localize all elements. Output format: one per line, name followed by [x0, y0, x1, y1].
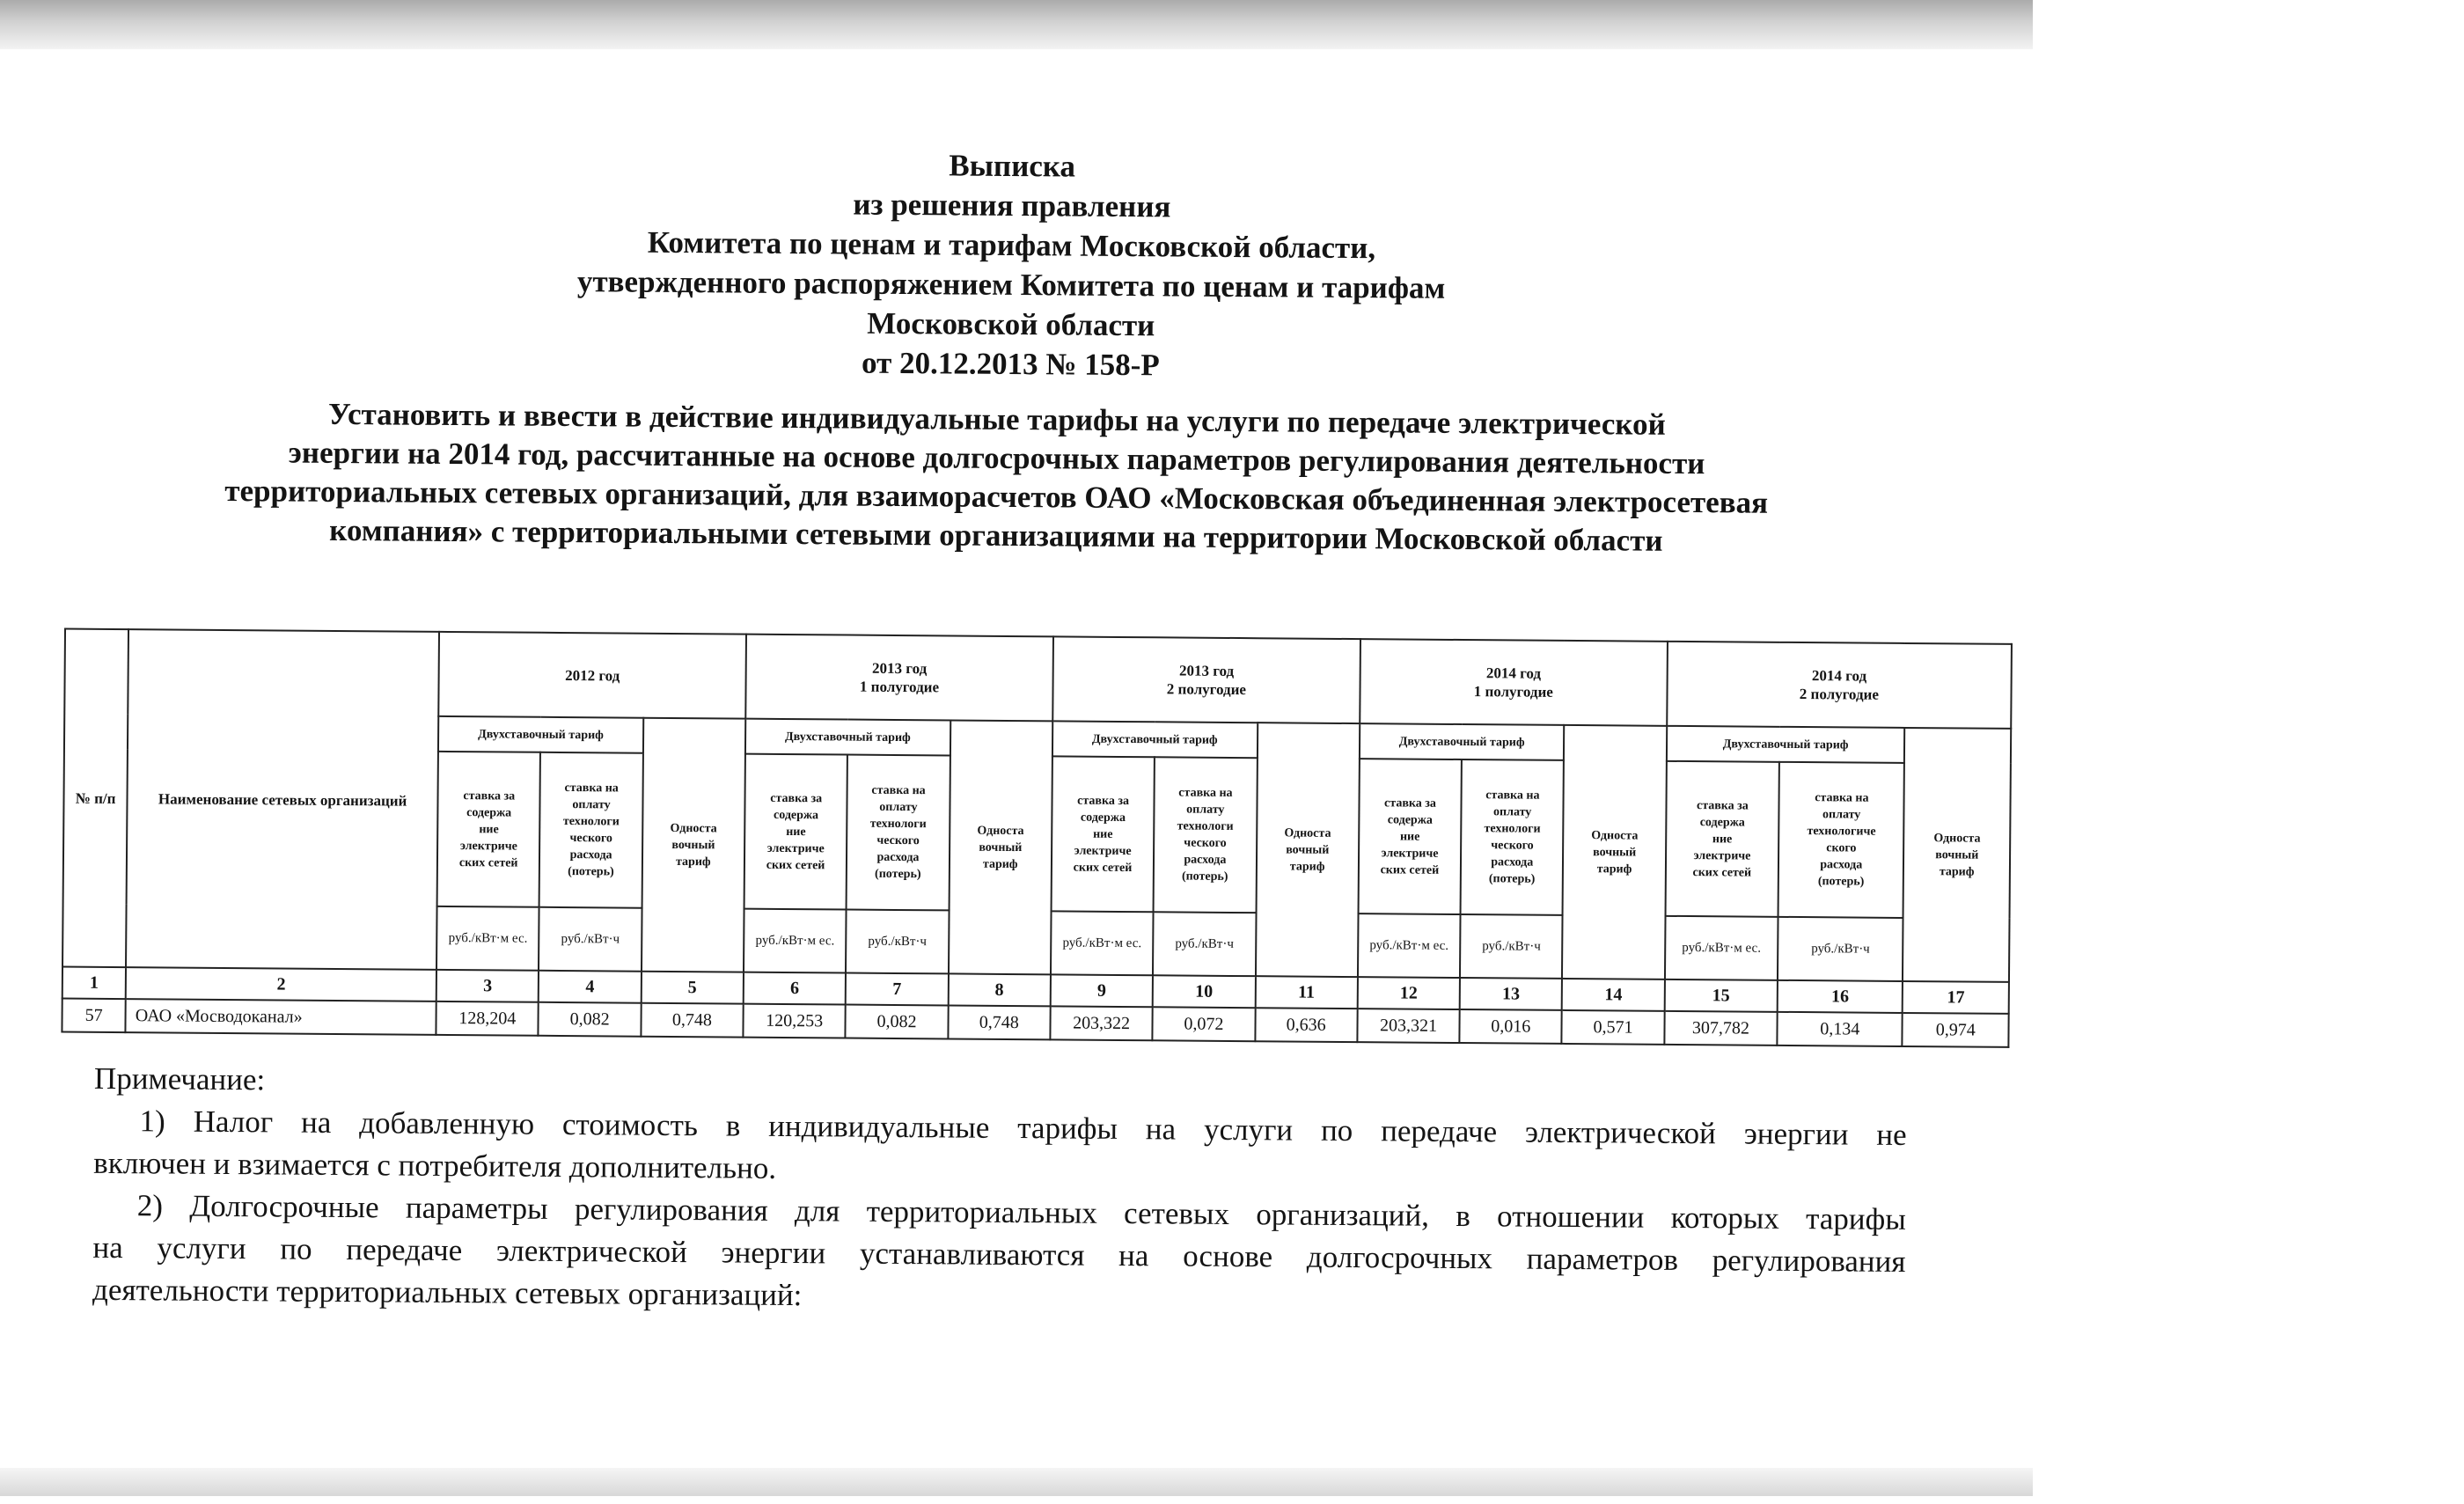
tariff-value: 128,204: [436, 1001, 539, 1036]
unit-cell: руб./кВт·м ес.: [1051, 911, 1154, 975]
rate-content-header: ставка за содержа ние электриче ских сетей: [1358, 759, 1462, 914]
column-number: 11: [1255, 976, 1358, 1009]
column-number: 3: [436, 970, 539, 1002]
column-number: 9: [1051, 974, 1154, 1007]
unit-cell: руб./кВт·м ес.: [744, 909, 847, 973]
decision-text: [116, 393, 1877, 562]
unit-cell: руб./кВт·м ес.: [436, 906, 539, 971]
header-line: утвержденного распоряжением Комитета по ценам и тарифам: [576, 264, 1446, 305]
tariff-value: 203,321: [1357, 1009, 1460, 1043]
one-part-tariff-header: Односта вочный тариф: [1562, 725, 1667, 979]
column-number: 2: [126, 967, 436, 1001]
column-number: 8: [948, 973, 1051, 1006]
tariff-value: 0,748: [641, 1003, 744, 1038]
row-number: 57: [62, 999, 125, 1033]
period-half: 2 полугодие: [1166, 680, 1247, 699]
tariff-value: 0,974: [1903, 1013, 2009, 1047]
rate-content-header: ставка за содержа ние электриче ских сетей: [1051, 756, 1155, 912]
rate-content-header: ставка за содержа ние электриче ских сетей: [1665, 761, 1779, 917]
two-part-tariff-header: Двухставочный тариф: [1667, 726, 1905, 763]
column-number: 17: [1903, 981, 2009, 1014]
tariff-value: 0,636: [1255, 1008, 1358, 1042]
two-part-tariff-header: Двухставочный тариф: [438, 716, 643, 753]
rate-loss-header: ставка на оплату технологи ческого расхода (потерь): [847, 755, 950, 911]
tariff-value: 0,571: [1562, 1010, 1665, 1045]
tariff-value: 120,253: [743, 1004, 846, 1038]
tariff-value: 0,134: [1777, 1012, 1903, 1046]
period-year: 2013 год: [1178, 662, 1235, 679]
tariff-value: 0,072: [1153, 1007, 1256, 1041]
tariff-value: 0,082: [539, 1002, 642, 1037]
rate-loss-header: ставка на оплату технологиче ского расхода (потерь): [1778, 762, 1905, 918]
column-number: 14: [1562, 979, 1665, 1011]
rate-content-header: ставка за содержа ние электриче ских сетей: [744, 754, 848, 910]
tariff-value: 0,082: [846, 1005, 949, 1039]
unit-cell: руб./кВт·м ес.: [1665, 916, 1778, 980]
decision-line: компания» с территориальными сетевыми организациями на территории Московской области: [329, 512, 1663, 558]
one-part-tariff-header: Односта вочный тариф: [642, 718, 746, 972]
scan-margin-right: [2033, 0, 2464, 1496]
header-line: от 20.12.2013 № 158-Р: [861, 345, 1160, 383]
notes-section: [92, 1058, 1907, 1325]
document-header: [337, 141, 1685, 389]
period-half: 2 полугодие: [1799, 686, 1880, 703]
header-line: Комитета по ценам и тарифам Московской области,: [647, 224, 1376, 266]
period-header: [438, 632, 746, 719]
unit-cell: руб./кВт·ч: [1778, 917, 1903, 981]
two-part-tariff-header: Двухставочный тариф: [1052, 721, 1258, 758]
col-header-org-name: Наименование сетевых организаций: [126, 629, 439, 970]
period-year: 2014 год: [1485, 664, 1542, 682]
column-number: 1: [62, 967, 126, 1000]
header-line: Выписка: [949, 148, 1076, 184]
decision-line: энергии на 2014 год, рассчитанные на основе долгосрочных параметров регулирования деятельности: [288, 435, 1705, 481]
column-number: 4: [539, 971, 642, 1003]
two-part-tariff-header: Двухставочный тариф: [745, 719, 950, 756]
tariff-value: 0,016: [1460, 1009, 1563, 1044]
tariff-value: 203,322: [1050, 1006, 1153, 1040]
period-year: 2012 год: [565, 666, 620, 684]
column-number: 12: [1358, 977, 1461, 1009]
rate-loss-header: ставка на оплату технологи ческого расхода (потерь): [1461, 759, 1565, 915]
note-2-continuation: деятельности территориальных сетевых организаций:: [92, 1272, 803, 1313]
note-1-continuation: включен и взимается с потребителя дополнительно.: [93, 1145, 777, 1185]
note-1-first-line: 1) Налог на добавленную стоимость в индивидуальные тарифы на услуги по передаче электрической энергии не: [139, 1104, 1907, 1152]
header-line: из решения правления: [853, 187, 1171, 224]
header-line: Московской области: [867, 305, 1155, 343]
notes-title: Примечание:: [93, 1060, 266, 1097]
table-header-row-periods: [64, 629, 2012, 729]
rate-loss-header: ставка на оплату технологи ческого расхода (потерь): [539, 752, 643, 908]
one-part-tariff-header: Односта вочный тариф: [1903, 728, 2011, 982]
period-half: 1 полугодие: [1473, 683, 1553, 701]
unit-cell: руб./кВт·ч: [846, 910, 949, 974]
note-2-second-line: на услуги по передаче электрической энергии устанавливаются на основе долгосрочных параметров регулирования: [92, 1229, 1906, 1279]
period-header: [1360, 639, 1668, 726]
rate-loss-header: ставка на оплату технологи ческого расхода (потерь): [1154, 757, 1258, 913]
one-part-tariff-header: Односта вочный тариф: [1255, 723, 1360, 977]
column-number: 6: [744, 972, 847, 1005]
two-part-tariff-header: Двухставочный тариф: [1360, 723, 1565, 760]
column-number: 15: [1664, 979, 1778, 1012]
column-number: 5: [641, 972, 744, 1004]
period-header: [745, 635, 1053, 722]
unit-cell: руб./кВт·ч: [539, 907, 642, 972]
decision-line: территориальных сетевых организаций, для взаиморасчетов ОАО «Московская объединенная электросетевая: [224, 473, 1769, 520]
period-year: 2014 год: [1811, 667, 1867, 685]
tariff-table: [61, 628, 2013, 1048]
decision-line: Установить и ввести в действие индивидуальные тарифы на услуги по передаче электрической: [327, 396, 1666, 442]
period-half: 1 полугодие: [859, 678, 940, 696]
tariff-value: 0,748: [948, 1005, 1051, 1039]
period-header: [1667, 642, 2012, 729]
column-number: 13: [1460, 978, 1563, 1010]
column-number: 7: [846, 973, 949, 1006]
tariff-value: 307,782: [1664, 1011, 1778, 1045]
one-part-tariff-header: Односта вочный тариф: [949, 720, 1053, 974]
rate-content-header: ставка за содержа ние электриче ских сетей: [437, 752, 541, 907]
period-header: [1052, 636, 1360, 723]
unit-cell: руб./кВт·ч: [1153, 912, 1256, 976]
org-name: ОАО «Мосводоканал»: [126, 999, 436, 1035]
unit-cell: руб./кВт·ч: [1460, 914, 1563, 979]
unit-cell: руб./кВт·м ес.: [1358, 913, 1461, 978]
period-year: 2013 год: [872, 659, 928, 678]
column-number: 16: [1778, 980, 1903, 1013]
col-header-number: № п/п: [62, 629, 128, 968]
column-number: 10: [1153, 975, 1256, 1008]
note-2-first-line: 2) Долгосрочные параметры регулирования для территориальных сетевых организаций, в отношении которых тарифы: [136, 1188, 1906, 1236]
